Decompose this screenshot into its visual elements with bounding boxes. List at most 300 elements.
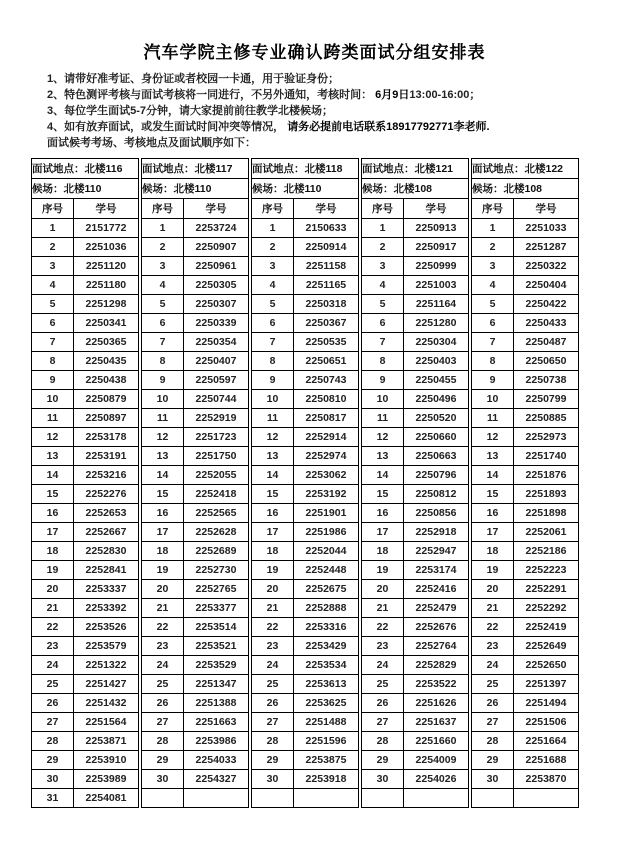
seq-cell: 11 bbox=[362, 409, 404, 428]
interview-group-table bbox=[251, 158, 359, 808]
seq-cell: 5 bbox=[252, 295, 294, 314]
seq-cell: 1 bbox=[142, 219, 184, 238]
table-row bbox=[472, 257, 579, 276]
seq-cell: 15 bbox=[142, 485, 184, 504]
table-row bbox=[472, 352, 579, 371]
seq-cell: 8 bbox=[472, 352, 514, 371]
student-id-cell: 2251688 bbox=[514, 751, 579, 770]
seq-cell: 13 bbox=[362, 447, 404, 466]
student-id-cell: 2252479 bbox=[404, 599, 469, 618]
table-row bbox=[362, 485, 469, 504]
student-id-cell: 2251723 bbox=[184, 428, 249, 447]
seq-cell: 14 bbox=[142, 466, 184, 485]
student-id-cell: 2254026 bbox=[404, 770, 469, 789]
table-row bbox=[142, 314, 249, 333]
seq-cell: 15 bbox=[362, 485, 404, 504]
student-id-cell: 2250341 bbox=[74, 314, 139, 333]
student-id-cell: 2251740 bbox=[514, 447, 579, 466]
seq-cell: 24 bbox=[472, 656, 514, 675]
table-row bbox=[252, 485, 359, 504]
seq-cell: 6 bbox=[32, 314, 74, 333]
student-id-cell: 2254327 bbox=[184, 770, 249, 789]
seq-cell: 25 bbox=[252, 675, 294, 694]
student-id-cell: 2251120 bbox=[74, 257, 139, 276]
seq-cell: 21 bbox=[32, 599, 74, 618]
student-id-cell: 2251663 bbox=[184, 713, 249, 732]
table-row bbox=[252, 371, 359, 390]
student-id-cell: 2251388 bbox=[184, 694, 249, 713]
table-row bbox=[142, 333, 249, 352]
seq-cell: 3 bbox=[32, 257, 74, 276]
student-id-cell: 2252061 bbox=[514, 523, 579, 542]
student-id-cell: 2250660 bbox=[404, 428, 469, 447]
student-id-cell: 2250810 bbox=[294, 390, 359, 409]
student-id-cell: 2252416 bbox=[404, 580, 469, 599]
seq-cell: 25 bbox=[472, 675, 514, 694]
seq-cell: 25 bbox=[362, 675, 404, 694]
seq-cell: 10 bbox=[472, 390, 514, 409]
seq-cell: 24 bbox=[32, 656, 74, 675]
seq-cell: 5 bbox=[32, 295, 74, 314]
seq-cell: 29 bbox=[472, 751, 514, 770]
seq-cell: 13 bbox=[32, 447, 74, 466]
table-row bbox=[472, 447, 579, 466]
student-id-cell: 2251660 bbox=[404, 732, 469, 751]
note-line bbox=[47, 103, 587, 119]
seq-cell: 7 bbox=[252, 333, 294, 352]
student-id-cell: 2252186 bbox=[514, 542, 579, 561]
student-id-cell: 2251347 bbox=[184, 675, 249, 694]
student-id-cell: 2250365 bbox=[74, 333, 139, 352]
student-id-cell: 2252044 bbox=[294, 542, 359, 561]
seq-cell: 23 bbox=[32, 637, 74, 656]
column-header-row bbox=[362, 199, 469, 219]
table-row bbox=[142, 447, 249, 466]
student-id-cell: 2253579 bbox=[74, 637, 139, 656]
table-row bbox=[142, 352, 249, 371]
seq-cell: 10 bbox=[142, 390, 184, 409]
student-id-cell: 2252765 bbox=[184, 580, 249, 599]
note-text: 1、请带好准考证、身份证或者校园一卡通，用于验证身份； bbox=[47, 73, 340, 85]
seq-cell: 15 bbox=[252, 485, 294, 504]
student-id-cell: 2250487 bbox=[514, 333, 579, 352]
student-id-cell: 2250433 bbox=[514, 314, 579, 333]
seq-cell: 19 bbox=[362, 561, 404, 580]
table-row bbox=[362, 409, 469, 428]
student-id-cell: 2250907 bbox=[184, 238, 249, 257]
seq-cell: 29 bbox=[32, 751, 74, 770]
seq-cell bbox=[252, 789, 294, 808]
table-row bbox=[252, 542, 359, 561]
table-row bbox=[362, 466, 469, 485]
student-id-cell: 2253910 bbox=[74, 751, 139, 770]
student-id-cell: 2250307 bbox=[184, 295, 249, 314]
student-id-cell: 2251033 bbox=[514, 219, 579, 238]
seq-cell: 20 bbox=[142, 580, 184, 599]
table-row bbox=[362, 257, 469, 276]
table-row bbox=[252, 770, 359, 789]
student-id-cell: 2252223 bbox=[514, 561, 579, 580]
student-id-cell: 2254033 bbox=[184, 751, 249, 770]
student-id-cell: 2253613 bbox=[294, 675, 359, 694]
table-row bbox=[142, 789, 249, 808]
seq-cell: 26 bbox=[362, 694, 404, 713]
table-row bbox=[142, 770, 249, 789]
seq-cell: 14 bbox=[252, 466, 294, 485]
table-row bbox=[32, 466, 139, 485]
table-row bbox=[472, 751, 579, 770]
table-row bbox=[32, 751, 139, 770]
seq-cell: 2 bbox=[142, 238, 184, 257]
table-row bbox=[252, 637, 359, 656]
seq-cell: 28 bbox=[362, 732, 404, 751]
student-id-cell: 2252292 bbox=[514, 599, 579, 618]
seq-cell: 2 bbox=[252, 238, 294, 257]
table-row bbox=[32, 295, 139, 314]
seq-cell: 18 bbox=[252, 542, 294, 561]
student-id-cell: 2251432 bbox=[74, 694, 139, 713]
student-id-cell: 2250913 bbox=[404, 219, 469, 238]
seq-cell: 13 bbox=[472, 447, 514, 466]
student-id-cell: 2150633 bbox=[294, 219, 359, 238]
table-row bbox=[142, 656, 249, 675]
student-id-cell: 2254081 bbox=[74, 789, 139, 808]
table-row bbox=[252, 675, 359, 694]
note-text: 13:00-16:00； bbox=[409, 89, 481, 101]
seq-cell: 17 bbox=[252, 523, 294, 542]
waiting-header: 候场：北楼110 bbox=[252, 179, 359, 199]
student-id-cell: 2252676 bbox=[404, 618, 469, 637]
interview-group-table bbox=[31, 158, 139, 808]
seq-cell: 1 bbox=[252, 219, 294, 238]
student-id-cell: 2251876 bbox=[514, 466, 579, 485]
student-id-cell: 2250403 bbox=[404, 352, 469, 371]
student-id-cell: 2253875 bbox=[294, 751, 359, 770]
table-row bbox=[32, 713, 139, 732]
table-row bbox=[362, 428, 469, 447]
seq-cell: 18 bbox=[142, 542, 184, 561]
student-id-cell: 2252689 bbox=[184, 542, 249, 561]
seq-cell: 5 bbox=[142, 295, 184, 314]
table-row bbox=[252, 466, 359, 485]
table-row bbox=[472, 694, 579, 713]
table-row bbox=[362, 694, 469, 713]
table-row bbox=[252, 447, 359, 466]
table-row bbox=[362, 770, 469, 789]
table-row bbox=[32, 371, 139, 390]
student-id-cell: 2250650 bbox=[514, 352, 579, 371]
table-row bbox=[252, 789, 359, 808]
seq-column-header: 序号 bbox=[362, 199, 404, 219]
table-row bbox=[32, 637, 139, 656]
table-row bbox=[472, 542, 579, 561]
seq-cell: 28 bbox=[32, 732, 74, 751]
column-header-row bbox=[142, 199, 249, 219]
table-row bbox=[252, 257, 359, 276]
table-row bbox=[32, 656, 139, 675]
student-id-cell: 2250305 bbox=[184, 276, 249, 295]
seq-cell: 16 bbox=[252, 504, 294, 523]
student-id-cell: 2253392 bbox=[74, 599, 139, 618]
sid-column-header: 学号 bbox=[74, 199, 139, 219]
student-id-cell: 2251750 bbox=[184, 447, 249, 466]
table-row bbox=[362, 751, 469, 770]
seq-cell: 30 bbox=[32, 770, 74, 789]
table-row bbox=[362, 542, 469, 561]
seq-cell: 26 bbox=[142, 694, 184, 713]
table-row bbox=[142, 219, 249, 238]
student-id-cell: 2252830 bbox=[74, 542, 139, 561]
table-row bbox=[472, 276, 579, 295]
seq-cell: 3 bbox=[472, 257, 514, 276]
student-id-cell: 2253526 bbox=[74, 618, 139, 637]
seq-cell: 27 bbox=[362, 713, 404, 732]
student-id-cell: 2250885 bbox=[514, 409, 579, 428]
student-id-cell: 2252730 bbox=[184, 561, 249, 580]
seq-cell: 8 bbox=[252, 352, 294, 371]
seq-cell: 26 bbox=[32, 694, 74, 713]
seq-cell: 17 bbox=[472, 523, 514, 542]
student-id-cell: 2250744 bbox=[184, 390, 249, 409]
waiting-row bbox=[252, 179, 359, 199]
table-row bbox=[252, 295, 359, 314]
seq-cell: 22 bbox=[252, 618, 294, 637]
student-id-cell: 2253625 bbox=[294, 694, 359, 713]
table-row bbox=[142, 504, 249, 523]
student-id-cell: 2251180 bbox=[74, 276, 139, 295]
seq-cell: 19 bbox=[252, 561, 294, 580]
seq-cell: 9 bbox=[32, 371, 74, 390]
seq-column-header: 序号 bbox=[32, 199, 74, 219]
table-row bbox=[252, 238, 359, 257]
note-text: 3、每位学生面试5-7分钟，请大家提前前往教学北楼候场； bbox=[47, 105, 334, 117]
student-id-cell: 2252649 bbox=[514, 637, 579, 656]
table-row bbox=[362, 599, 469, 618]
table-row bbox=[32, 542, 139, 561]
table-row bbox=[362, 219, 469, 238]
student-id-cell: 2252055 bbox=[184, 466, 249, 485]
table-row bbox=[362, 504, 469, 523]
interview-group-table bbox=[141, 158, 249, 808]
student-id-cell: 2252764 bbox=[404, 637, 469, 656]
note-text: 2、特色测评考核与面试考核将一同进行，不另外通知，考核时间： bbox=[47, 89, 376, 101]
table-row bbox=[32, 238, 139, 257]
seq-cell: 16 bbox=[472, 504, 514, 523]
seq-cell: 21 bbox=[252, 599, 294, 618]
student-id-cell: 2251893 bbox=[514, 485, 579, 504]
table-row bbox=[142, 561, 249, 580]
student-id-cell: 2252650 bbox=[514, 656, 579, 675]
table-row bbox=[472, 504, 579, 523]
student-id-cell: 2253062 bbox=[294, 466, 359, 485]
location-header: 面试地点：北楼121 bbox=[362, 159, 469, 179]
seq-cell: 10 bbox=[252, 390, 294, 409]
table-row bbox=[32, 257, 139, 276]
table-row bbox=[32, 219, 139, 238]
student-id-cell: 2250999 bbox=[404, 257, 469, 276]
seq-cell: 15 bbox=[32, 485, 74, 504]
seq-cell: 31 bbox=[32, 789, 74, 808]
table-row bbox=[252, 390, 359, 409]
student-id-cell: 2253534 bbox=[294, 656, 359, 675]
table-row bbox=[252, 694, 359, 713]
student-id-cell: 2250917 bbox=[404, 238, 469, 257]
student-id-cell: 2251322 bbox=[74, 656, 139, 675]
student-id-cell: 2253871 bbox=[74, 732, 139, 751]
student-id-cell: 2252675 bbox=[294, 580, 359, 599]
seq-cell: 9 bbox=[142, 371, 184, 390]
table-row bbox=[252, 561, 359, 580]
table-row bbox=[472, 656, 579, 675]
seq-cell: 1 bbox=[32, 219, 74, 238]
seq-cell: 20 bbox=[32, 580, 74, 599]
seq-cell: 14 bbox=[32, 466, 74, 485]
student-id-cell: 2253377 bbox=[184, 599, 249, 618]
seq-cell: 22 bbox=[32, 618, 74, 637]
student-id-cell: 2253986 bbox=[184, 732, 249, 751]
student-id-cell: 2250422 bbox=[514, 295, 579, 314]
student-id-cell: 2250651 bbox=[294, 352, 359, 371]
student-id-cell: 2251898 bbox=[514, 504, 579, 523]
table-row bbox=[472, 333, 579, 352]
table-row bbox=[32, 409, 139, 428]
seq-cell: 9 bbox=[362, 371, 404, 390]
waiting-row bbox=[142, 179, 249, 199]
student-id-cell: 2250318 bbox=[294, 295, 359, 314]
table-row bbox=[362, 314, 469, 333]
seq-cell: 27 bbox=[252, 713, 294, 732]
student-id-cell: 2253178 bbox=[74, 428, 139, 447]
student-id-cell: 2252628 bbox=[184, 523, 249, 542]
seq-cell: 11 bbox=[252, 409, 294, 428]
table-row bbox=[142, 523, 249, 542]
student-id-cell: 2253316 bbox=[294, 618, 359, 637]
table-row bbox=[252, 409, 359, 428]
seq-cell: 7 bbox=[362, 333, 404, 352]
table-row bbox=[472, 789, 579, 808]
seq-cell: 5 bbox=[362, 295, 404, 314]
table-row bbox=[252, 713, 359, 732]
table-row bbox=[472, 466, 579, 485]
seq-cell: 4 bbox=[142, 276, 184, 295]
location-header: 面试地点：北楼116 bbox=[32, 159, 139, 179]
table-row bbox=[362, 523, 469, 542]
table-row bbox=[472, 770, 579, 789]
table-row bbox=[32, 675, 139, 694]
seq-cell: 21 bbox=[472, 599, 514, 618]
table-row bbox=[142, 390, 249, 409]
table-row bbox=[142, 295, 249, 314]
seq-cell: 18 bbox=[472, 542, 514, 561]
notes-block bbox=[47, 71, 587, 151]
student-id-cell: 2250435 bbox=[74, 352, 139, 371]
table-row bbox=[32, 352, 139, 371]
table-row bbox=[362, 675, 469, 694]
student-id-cell: 2251003 bbox=[404, 276, 469, 295]
student-id-cell: 2250799 bbox=[514, 390, 579, 409]
table-row bbox=[32, 504, 139, 523]
table-row bbox=[472, 713, 579, 732]
table-row bbox=[472, 732, 579, 751]
table-row bbox=[142, 466, 249, 485]
table-row bbox=[252, 732, 359, 751]
seq-cell: 5 bbox=[472, 295, 514, 314]
seq-cell: 8 bbox=[32, 352, 74, 371]
seq-cell: 19 bbox=[32, 561, 74, 580]
seq-cell: 8 bbox=[142, 352, 184, 371]
student-id-cell: 2252841 bbox=[74, 561, 139, 580]
student-id-cell: 2253918 bbox=[294, 770, 359, 789]
seq-cell: 12 bbox=[362, 428, 404, 447]
student-id-cell: 2250879 bbox=[74, 390, 139, 409]
student-id-cell: 2250597 bbox=[184, 371, 249, 390]
location-row bbox=[252, 159, 359, 179]
seq-cell: 4 bbox=[252, 276, 294, 295]
student-id-cell: 2251280 bbox=[404, 314, 469, 333]
table-row bbox=[362, 580, 469, 599]
table-row bbox=[472, 637, 579, 656]
seq-cell: 21 bbox=[142, 599, 184, 618]
student-id-cell: 2250743 bbox=[294, 371, 359, 390]
table-row bbox=[252, 219, 359, 238]
location-header: 面试地点：北楼117 bbox=[142, 159, 249, 179]
seq-cell: 6 bbox=[252, 314, 294, 333]
table-row bbox=[32, 618, 139, 637]
student-id-cell: 2251164 bbox=[404, 295, 469, 314]
seq-cell: 13 bbox=[142, 447, 184, 466]
table-row bbox=[362, 561, 469, 580]
seq-cell: 27 bbox=[472, 713, 514, 732]
student-id-cell: 2250961 bbox=[184, 257, 249, 276]
table-row bbox=[142, 694, 249, 713]
seq-cell: 25 bbox=[142, 675, 184, 694]
seq-cell: 6 bbox=[142, 314, 184, 333]
table-row bbox=[252, 751, 359, 770]
seq-cell: 29 bbox=[362, 751, 404, 770]
student-id-cell: 2250817 bbox=[294, 409, 359, 428]
seq-cell: 14 bbox=[472, 466, 514, 485]
student-id-cell: 2250438 bbox=[74, 371, 139, 390]
table-row bbox=[362, 276, 469, 295]
student-id-cell: 2254009 bbox=[404, 751, 469, 770]
seq-cell: 2 bbox=[362, 238, 404, 257]
seq-cell: 12 bbox=[252, 428, 294, 447]
student-id-cell: 2253174 bbox=[404, 561, 469, 580]
seq-cell: 24 bbox=[142, 656, 184, 675]
seq-cell: 8 bbox=[362, 352, 404, 371]
note-line bbox=[47, 119, 587, 135]
seq-cell: 25 bbox=[32, 675, 74, 694]
student-id-cell: 2251287 bbox=[514, 238, 579, 257]
student-id-cell: 2250404 bbox=[514, 276, 579, 295]
student-id-cell: 2252419 bbox=[514, 618, 579, 637]
seq-cell: 1 bbox=[362, 219, 404, 238]
student-id-cell: 2250520 bbox=[404, 409, 469, 428]
student-id-cell: 2253216 bbox=[74, 466, 139, 485]
table-row bbox=[362, 618, 469, 637]
sid-column-header: 学号 bbox=[404, 199, 469, 219]
seq-cell: 27 bbox=[32, 713, 74, 732]
table-row bbox=[472, 675, 579, 694]
seq-column-header: 序号 bbox=[472, 199, 514, 219]
student-id-cell: 2250339 bbox=[184, 314, 249, 333]
student-id-cell: 2253191 bbox=[74, 447, 139, 466]
student-id-cell: 2251427 bbox=[74, 675, 139, 694]
student-id-cell: 2250407 bbox=[184, 352, 249, 371]
seq-cell: 18 bbox=[32, 542, 74, 561]
student-id-cell: 2250738 bbox=[514, 371, 579, 390]
student-id-cell: 2253192 bbox=[294, 485, 359, 504]
